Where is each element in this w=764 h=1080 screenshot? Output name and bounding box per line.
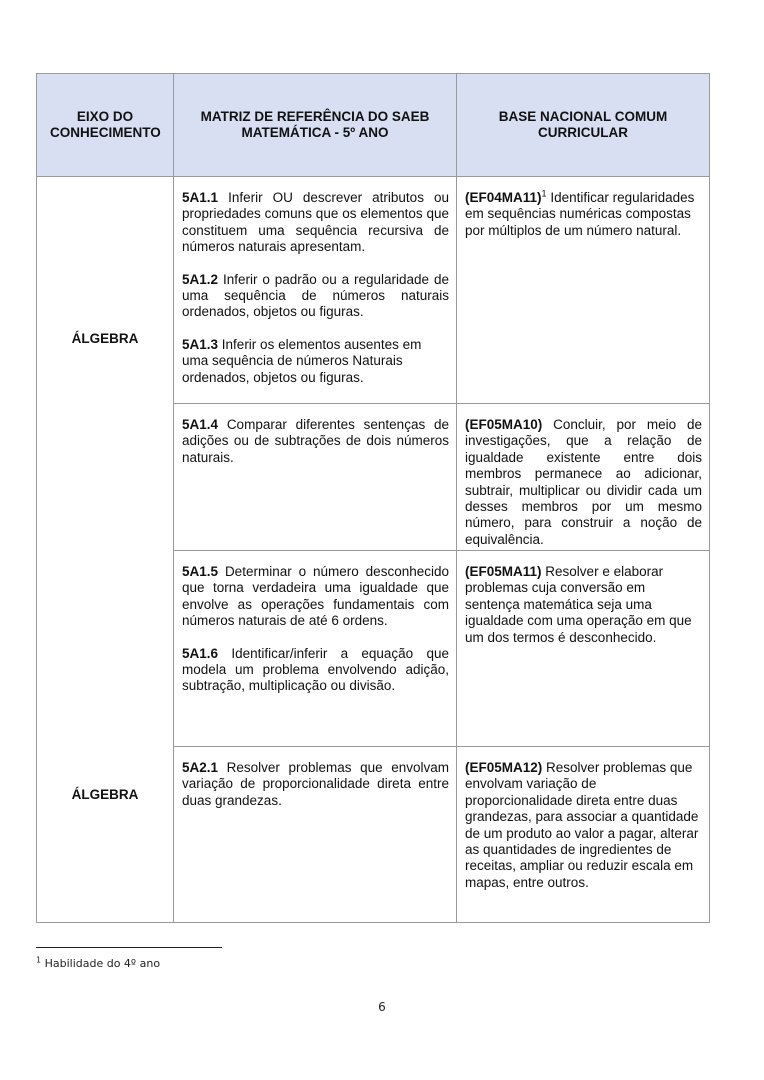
bncc-code: (EF05MA10) (465, 417, 543, 432)
bncc-code: (EF05MA11) (465, 564, 542, 579)
footnote-mark: 1 (36, 955, 42, 965)
header-bncc (456, 74, 709, 176)
saeb-text: Identificar/inferir a equação que modela um problema envolvendo adição, subtração, multiplicação ou divisão. (182, 645, 449, 694)
saeb-item (182, 190, 449, 256)
saeb-code: 5A1.1 (182, 190, 219, 205)
saeb-cell-row-3 (173, 550, 456, 746)
saeb-text: Inferir os elementos ausentes em uma sequência de números Naturais ordenados, objetos ou figuras. (182, 336, 422, 385)
footnote-ref: 1 (541, 188, 547, 199)
header-saeb-label: MATRIZ DE REFERÊNCIA DO SAEB MATEMÁTICA - 5º ANO (200, 109, 430, 140)
saeb-cell-row-4 (173, 746, 456, 922)
header-eixo (37, 74, 173, 176)
bncc-code: (EF04MA11) (465, 190, 542, 205)
bncc-cell-row-4 (456, 746, 709, 922)
bncc-item (465, 417, 702, 548)
bncc-cell-row-3 (456, 550, 709, 746)
saeb-item (182, 337, 449, 386)
bncc-item (465, 190, 702, 239)
saeb-code: 5A1.3 (182, 336, 219, 352)
bncc-text: Resolver e elaborar problemas cuja conversão em sentença matemática seja uma igualdade com uma operação em que um dos termos é desconhecido. (465, 564, 692, 645)
saeb-text: Inferir o padrão ou a regularidade de uma sequência de números naturais ordenados, objetos ou figuras. (182, 271, 449, 320)
saeb-cell-row-2 (173, 403, 456, 550)
saeb-item (182, 646, 449, 695)
eixo-column (37, 176, 173, 922)
bncc-cell-row-2 (456, 403, 709, 550)
reference-table (36, 73, 710, 923)
saeb-code: 5A1.6 (182, 645, 219, 661)
bncc-item (465, 564, 702, 646)
saeb-code: 5A1.2 (182, 271, 219, 287)
bncc-text: Identificar regularidades em sequências numéricas compostas por múltiplos de um número natural. (465, 190, 695, 238)
saeb-code: 5A1.4 (182, 417, 219, 432)
axis-label-algebra-2: ÁLGEBRA (71, 787, 139, 802)
saeb-item (182, 417, 449, 466)
saeb-item (182, 760, 449, 809)
bncc-text: Concluir, por meio de investigações, que a relação de igualdade existente entre dois membros permanece ao adicionar, subtrair, multiplicar ou dividir cada um desses membros por um mesmo número, para construir a noção de equivalência. (465, 417, 702, 547)
saeb-text: Inferir OU descrever atributos ou propriedades comuns que os elementos que constituem uma sequência recursiva de números naturais apresentam. (182, 190, 449, 255)
saeb-cell-row-1 (173, 176, 456, 403)
bncc-item (465, 760, 702, 891)
saeb-code: 5A2.1 (182, 760, 219, 775)
saeb-text: Determinar o número desconhecido que torna verdadeira uma igualdade que envolve as operações fundamentais com números naturais de até 6 ordens. (182, 564, 449, 629)
bncc-code: (EF05MA12) (465, 760, 543, 775)
axis-label-algebra-1: ÁLGEBRA (71, 331, 139, 346)
saeb-text: Resolver problemas que envolvam variação de proporcionalidade direta entre duas grandezas. (182, 760, 449, 808)
bncc-cell-row-1 (456, 176, 709, 403)
saeb-item (182, 272, 449, 321)
header-eixo-label: EIXO DO CONHECIMENTO (50, 109, 161, 140)
header-bncc-label: BASE NACIONAL COMUM CURRICULAR (498, 109, 668, 140)
footnote (36, 957, 160, 970)
saeb-text: Comparar diferentes sentenças de adições ou de subtrações de dois números naturais. (182, 417, 449, 465)
bncc-text: Resolver problemas que envolvam variação de proporcionalidade direta entre duas grandezas, para associar a quantidade de um produto ao valor a pagar, alterar as quantidades de ingredientes de receitas, ampliar ou reduzir escala em mapas, entre outros. (465, 760, 699, 890)
saeb-item (182, 564, 449, 630)
page-number: 6 (378, 1000, 386, 1014)
footnote-separator (36, 947, 222, 948)
header-saeb (173, 74, 456, 176)
saeb-code: 5A1.5 (182, 564, 219, 579)
footnote-text: Habilidade do 4º ano (44, 957, 161, 970)
